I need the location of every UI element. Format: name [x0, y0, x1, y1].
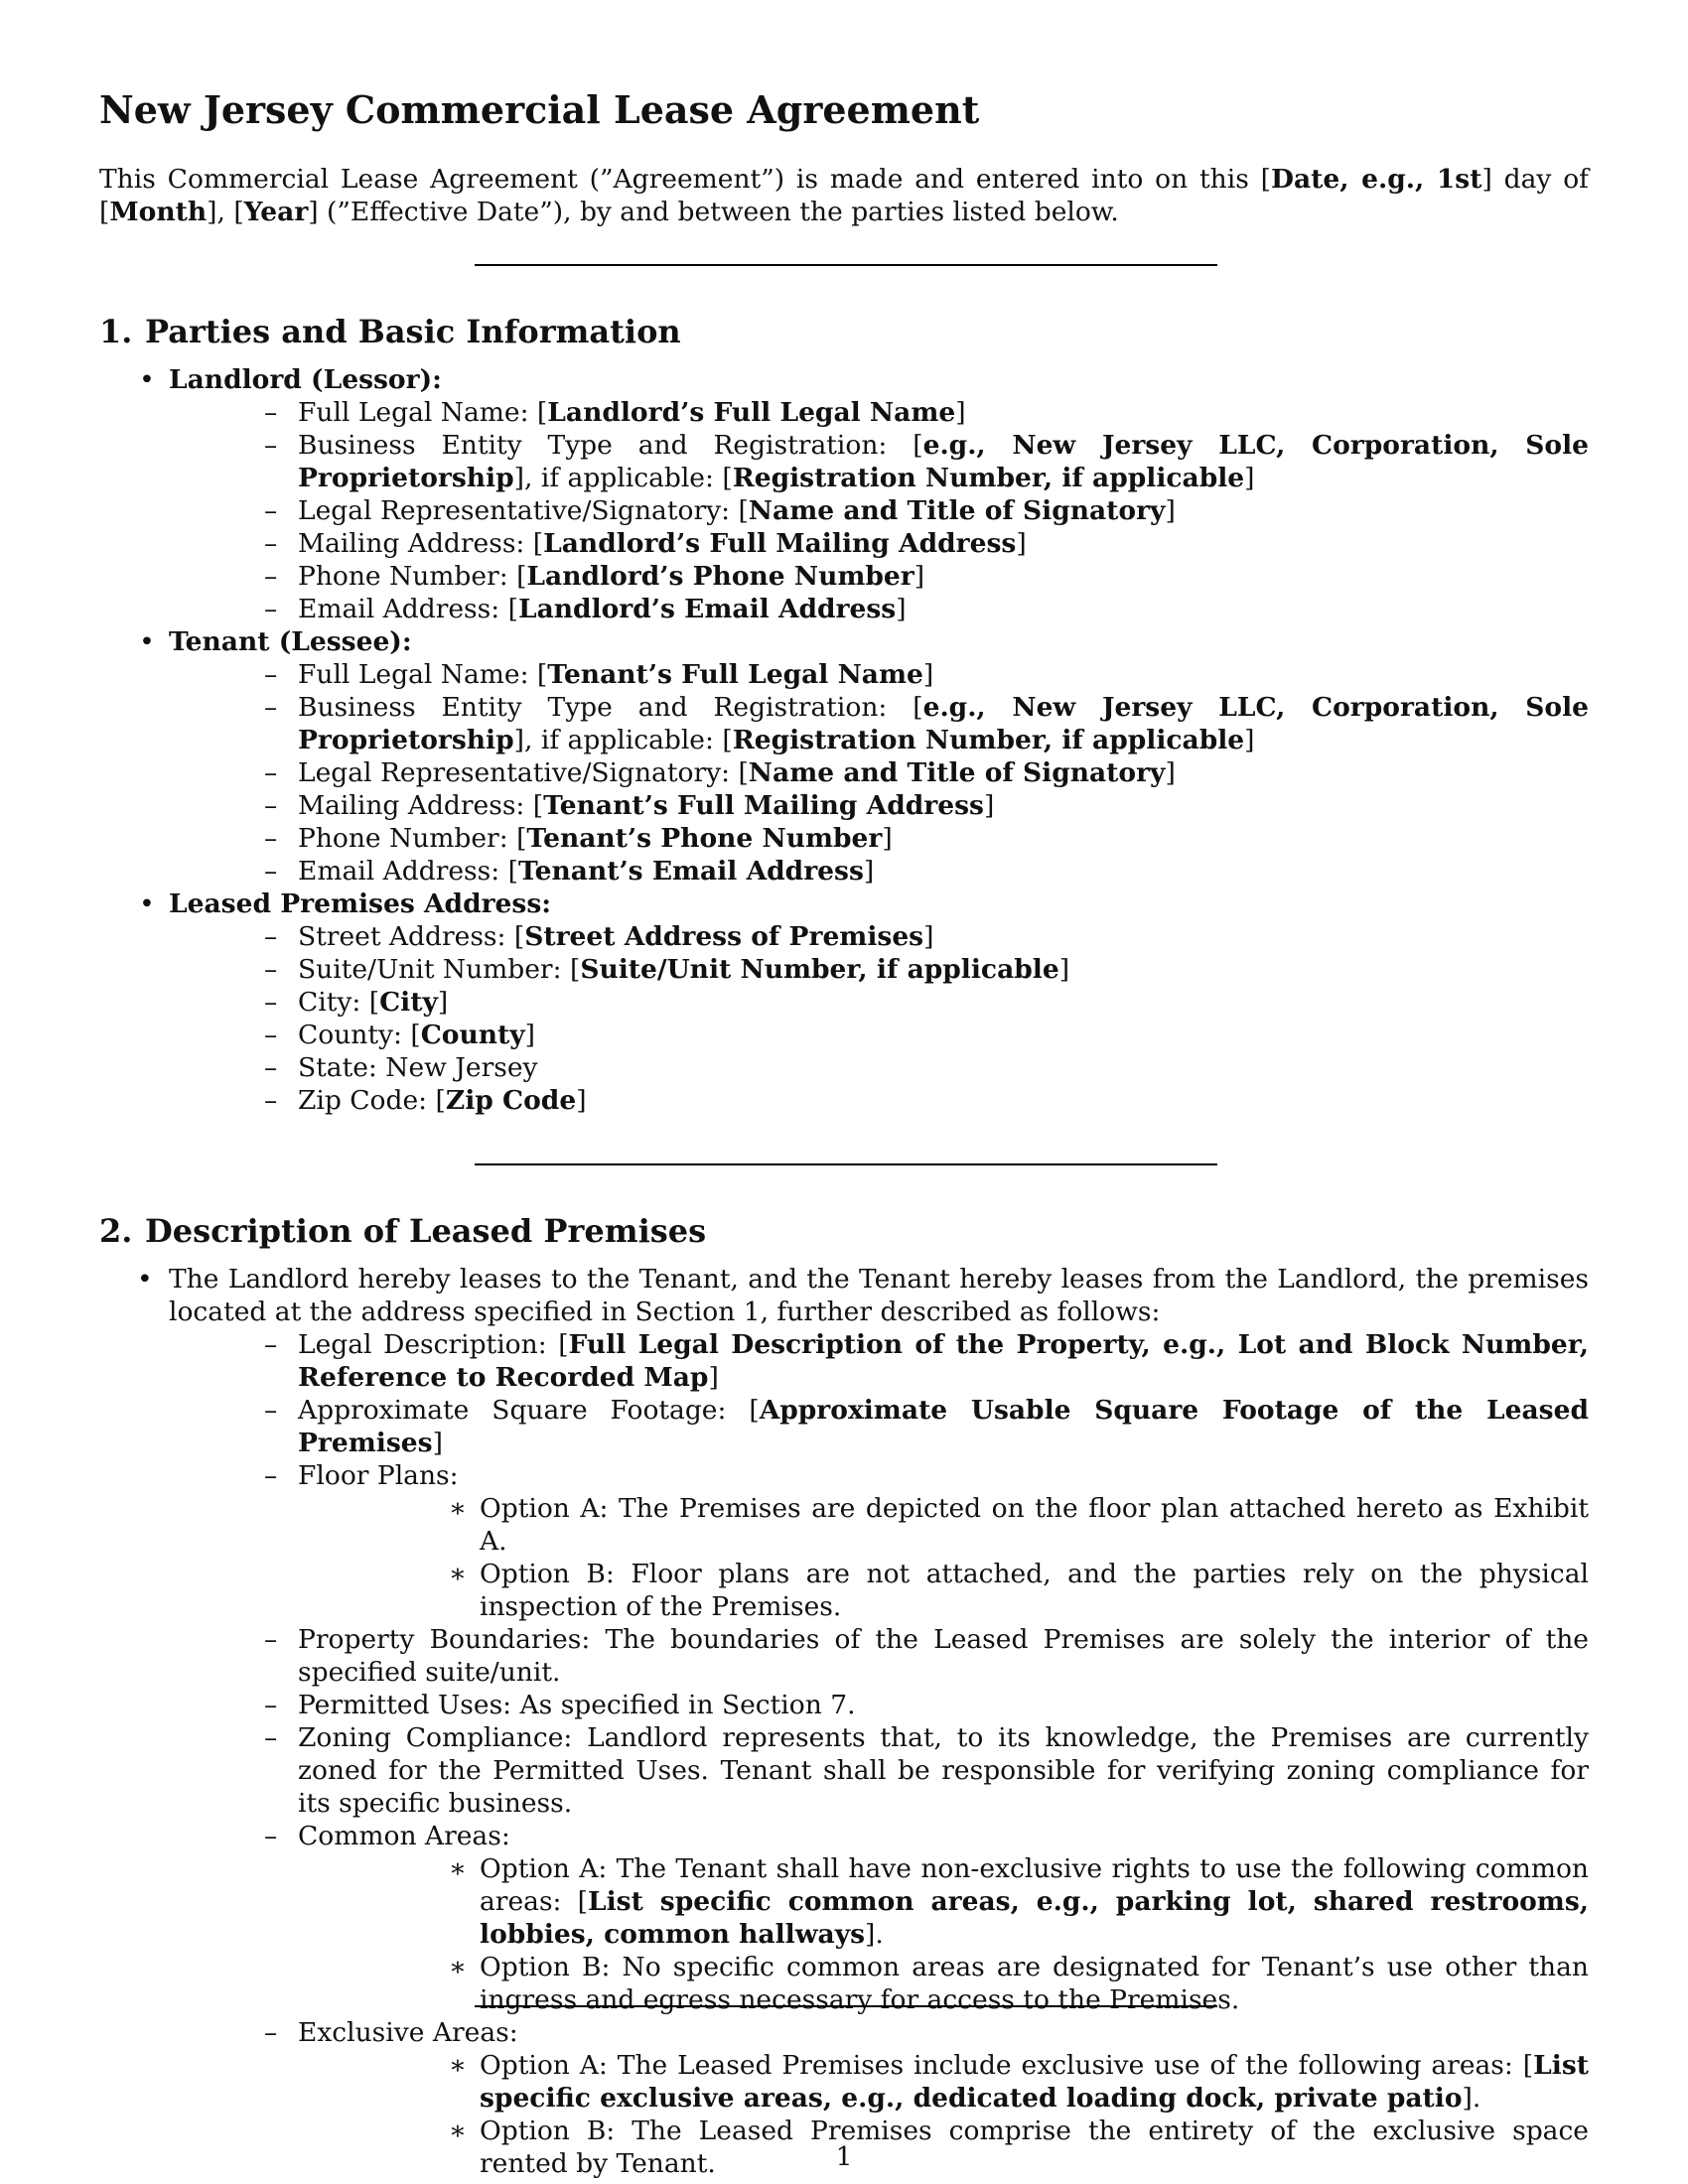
dash-icon: – [264, 1085, 278, 1116]
intro-text: ] day of [ [99, 164, 1589, 227]
bullet-icon: • [137, 1264, 153, 1295]
list-item: – Email Address: [Landlord’s Email Address] [264, 594, 907, 624]
intro-text: ], [ [207, 197, 244, 227]
list-item: – Mailing Address: [Landlord’s Full Mailing Address] [264, 528, 1027, 559]
dash-icon: – [264, 954, 278, 985]
placeholder-value: City [379, 987, 438, 1018]
dash-icon: – [264, 1624, 278, 1655]
field-label: Mailing Address: [298, 790, 533, 821]
field-label: Phone Number: [298, 823, 517, 854]
field-label: Email Address: [298, 856, 508, 887]
placeholder-value: Zip Code [445, 1085, 577, 1116]
item-text: The Landlord hereby leases to the Tenant, and the Tenant hereby leases from the Landlord, the premises located at the address specified in Section 1, further described as follows: [169, 1264, 1589, 1327]
field-label: City: [298, 987, 369, 1018]
placeholder-value: Landlord’s Email Address [517, 594, 897, 624]
placeholder-value: Registration Number, if applicable [732, 463, 1245, 493]
field-label: Business Entity Type and Registration: [298, 692, 914, 723]
asterisk-icon: ∗ [449, 1559, 468, 1589]
placeholder-value: Tenant’s Email Address [517, 856, 864, 887]
list-item: ∗ Option A: The Tenant shall have non-exclusive rights to use the following common areas: [List specific common areas, e.g., parking lot, shared restrooms, lobbies, common hallways]. [449, 1853, 1589, 1950]
document-title: New Jersey Commercial Lease Agreement [99, 87, 980, 132]
list-item: – Phone Number: [Tenant’s Phone Number] [264, 823, 893, 854]
field-label: Suite/Unit Number: [298, 954, 570, 985]
dash-icon: – [264, 790, 278, 821]
list-item: – Business Entity Type and Registration: [e.g., New Jersey LLC, Corporation, Sole Proprietorship], if applicable: [Registration Number, if applicable] [264, 692, 1590, 755]
dash-icon: – [264, 561, 278, 592]
list-item: – Mailing Address: [Tenant’s Full Mailing Address] [264, 790, 995, 821]
placeholder-value: List specific exclusive areas, e.g., dedicated loading dock, private patio [480, 2050, 1589, 2114]
placeholder-value: Name and Title of Signatory [748, 495, 1166, 526]
list-item: – Legal Representative/Signatory: [Name and Title of Signatory] [264, 757, 1176, 788]
field-label: Legal Description: [298, 1329, 559, 1360]
field-label: Exclusive Areas: [298, 2017, 518, 2048]
option-text: Option B: No specific common areas are designated for Tenant’s use other than ingress and egress necessary for access to the Premises. [480, 1952, 1589, 2015]
field-text: State: New Jersey [298, 1052, 538, 1083]
item-label: Tenant (Lessee): [169, 626, 412, 657]
dash-icon: – [264, 1020, 278, 1050]
page-number: 1 [835, 2141, 853, 2172]
list-item: – Zip Code: [Zip Code] [264, 1085, 587, 1116]
option-text: Option B: Floor plans are not attached, and the parties rely on the physical inspection of the Premises. [480, 1559, 1589, 1622]
list-item: – Approximate Square Footage: [Approximate Usable Square Footage of the Leased Premises] [264, 1395, 1589, 1458]
dash-icon: – [264, 1395, 278, 1426]
list-item: – Legal Representative/Signatory: [Name and Title of Signatory] [264, 495, 1176, 526]
dash-icon: – [264, 856, 278, 887]
section-divider [475, 264, 1217, 266]
list-item: – Phone Number: [Landlord’s Phone Number] [264, 561, 925, 592]
list-item: – Email Address: [Tenant’s Email Address] [264, 856, 875, 887]
list-item: – Legal Description: [Full Legal Description of the Property, e.g., Lot and Block Number, Reference to Recorded Map] [264, 1329, 1589, 1393]
intro-text: ] (”Effective Date”), by and between the parties listed below. [308, 197, 1119, 227]
placeholder-month: Month [109, 197, 208, 227]
field-label: Approximate Square Footage: [298, 1395, 750, 1426]
list-item [169, 1459, 1589, 1623]
dash-icon: – [264, 495, 278, 526]
intro-text: This Commercial Lease Agreement (”Agreement”) is made and entered into on this [ [99, 164, 1272, 195]
placeholder-date: Date, e.g., 1st [1271, 164, 1482, 195]
section-1-heading [99, 312, 681, 351]
placeholder-value: Tenant’s Full Legal Name [547, 659, 923, 690]
section-divider [475, 1163, 1217, 1165]
placeholder-value: Full Legal Description of the Property, e.g., Lot and Block Number, Reference to Recorded Map [298, 1329, 1589, 1393]
field-text: ], if applicable: [ [513, 725, 733, 755]
asterisk-icon: ∗ [449, 2116, 468, 2146]
dash-icon: – [264, 921, 278, 952]
option-text: Option A: The Premises are depicted on the floor plan attached hereto as Exhibit A. [480, 1493, 1589, 1557]
list-item: – Full Legal Name: [Tenant’s Full Legal Name] [264, 659, 934, 690]
option-text: Option B: The Leased Premises comprise the entirety of the exclusive space rented by Tenant. [480, 2116, 1589, 2179]
placeholder-value: Landlord’s Full Mailing Address [543, 528, 1017, 559]
list-item [298, 1558, 1589, 1623]
list-item [169, 1623, 1589, 1689]
option-text: Option A: The Leased Premises include exclusive use of the following areas: [ [480, 2050, 1534, 2081]
dash-icon: – [264, 757, 278, 788]
field-text: Zoning Compliance: Landlord represents that, to its knowledge, the Premises are currently zoned for the Permitted Uses. Tenant shall be responsible for verifying zoning compliance for its specific business. [298, 1722, 1589, 1819]
list-item-tenant [99, 625, 1589, 887]
list-item [169, 1689, 1589, 1721]
placeholder-value: Suite/Unit Number, if applicable [580, 954, 1059, 985]
field-label: Legal Representative/Signatory: [298, 495, 739, 526]
list-item [169, 1721, 1589, 1820]
dash-icon: – [264, 1460, 278, 1491]
list-item: – Business Entity Type and Registration: [e.g., New Jersey LLC, Corporation, Sole Proprietorship], if applicable: [Registration Number, if applicable] [264, 430, 1590, 493]
dash-icon: – [264, 1690, 278, 1720]
field-label: Legal Representative/Signatory: [298, 757, 739, 788]
list-item [298, 1492, 1589, 1558]
list-item: – City: [City] [264, 987, 449, 1018]
placeholder-value: Landlord’s Full Legal Name [547, 397, 956, 428]
field-label: County: [298, 1020, 411, 1050]
asterisk-icon: ∗ [449, 1853, 468, 1884]
placeholder-value: e.g., New Jersey LLC, Corporation, Sole Proprietorship [298, 430, 1590, 493]
placeholder-value: Street Address of Premises [524, 921, 924, 952]
field-label: Street Address: [298, 921, 514, 952]
bullet-icon: • [139, 626, 155, 657]
list-item-premises [99, 887, 1589, 1117]
intro-paragraph [99, 163, 1589, 228]
asterisk-icon: ∗ [449, 2050, 468, 2081]
placeholder-value: Landlord’s Phone Number [526, 561, 914, 592]
dash-icon: – [264, 1821, 278, 1851]
placeholder-value: Name and Title of Signatory [748, 757, 1166, 788]
dash-icon: – [264, 594, 278, 624]
placeholder-value: List specific common areas, e.g., parking lot, shared restrooms, lobbies, common hallways [480, 1886, 1589, 1950]
list-item-premises-description [99, 1263, 1589, 2180]
list-item: – Full Legal Name: [Landlord’s Full Legal Name] [264, 397, 966, 428]
field-label: Mailing Address: [298, 528, 533, 559]
section-2-heading [99, 1211, 706, 1251]
dash-icon: – [264, 528, 278, 559]
placeholder-value: County [420, 1020, 525, 1050]
placeholder-value: Approximate Usable Square Footage of the Leased Premises [298, 1395, 1589, 1458]
list-item: – Street Address: [Street Address of Premises] [264, 921, 934, 952]
field-text: Property Boundaries: The boundaries of the Leased Premises are solely the interior of the specified suite/unit. [298, 1624, 1589, 1688]
dash-icon: – [264, 659, 278, 690]
dash-icon: – [264, 823, 278, 854]
list-item-landlord [99, 363, 1589, 625]
bullet-icon: • [139, 364, 155, 395]
section-2-body [99, 1263, 1589, 2180]
placeholder-value: e.g., New Jersey LLC, Corporation, Sole Proprietorship [298, 692, 1590, 755]
dash-icon: – [264, 1722, 278, 1753]
dash-icon: – [264, 397, 278, 428]
bullet-icon: • [139, 888, 155, 919]
list-item [169, 1051, 1589, 1084]
asterisk-icon: ∗ [449, 1493, 468, 1524]
field-label: Email Address: [298, 594, 508, 624]
field-text: ], if applicable: [ [513, 463, 733, 493]
section-number: 1. [99, 313, 133, 350]
option-text: Option A: The Tenant shall have non-exclusive rights to use the following common areas: [ [480, 1853, 1589, 1917]
list-item: ∗ Option A: The Leased Premises include exclusive use of the following areas: [List specific exclusive areas, e.g., dedicated loading dock, private patio]. [449, 2050, 1589, 2114]
placeholder-value: Tenant’s Full Mailing Address [543, 790, 984, 821]
list-item: – County: [County] [264, 1020, 535, 1050]
list-item: – Suite/Unit Number: [Suite/Unit Number, if applicable] [264, 954, 1070, 985]
field-label: Full Legal Name: [298, 397, 537, 428]
field-label: Full Legal Name: [298, 659, 537, 690]
dash-icon: – [264, 987, 278, 1018]
field-text: Permitted Uses: As specified in Section 7. [298, 1690, 856, 1720]
field-label: Common Areas: [298, 1821, 510, 1851]
asterisk-icon: ∗ [449, 1952, 468, 1982]
section-1-body [99, 363, 1589, 1117]
item-label: Leased Premises Address: [169, 888, 552, 919]
dash-icon: – [264, 430, 278, 461]
section-number: 2. [99, 1212, 133, 1250]
field-label: Zip Code: [298, 1085, 436, 1116]
field-label: Business Entity Type and Registration: [298, 430, 914, 461]
section-title: Description of Leased Premises [145, 1212, 707, 1250]
item-label: Landlord (Lessor): [169, 364, 442, 395]
placeholder-year: Year [243, 197, 309, 227]
field-label: Floor Plans: [298, 1460, 459, 1491]
placeholder-value: Registration Number, if applicable [732, 725, 1245, 755]
field-label: Phone Number: [298, 561, 517, 592]
section-title: Parties and Basic Information [145, 313, 681, 350]
section-divider [475, 2005, 1217, 2007]
dash-icon: – [264, 1052, 278, 1083]
list-item [169, 1820, 1589, 2016]
dash-icon: – [264, 1329, 278, 1360]
dash-icon: – [264, 2017, 278, 2048]
dash-icon: – [264, 692, 278, 723]
placeholder-value: Tenant’s Phone Number [526, 823, 883, 854]
